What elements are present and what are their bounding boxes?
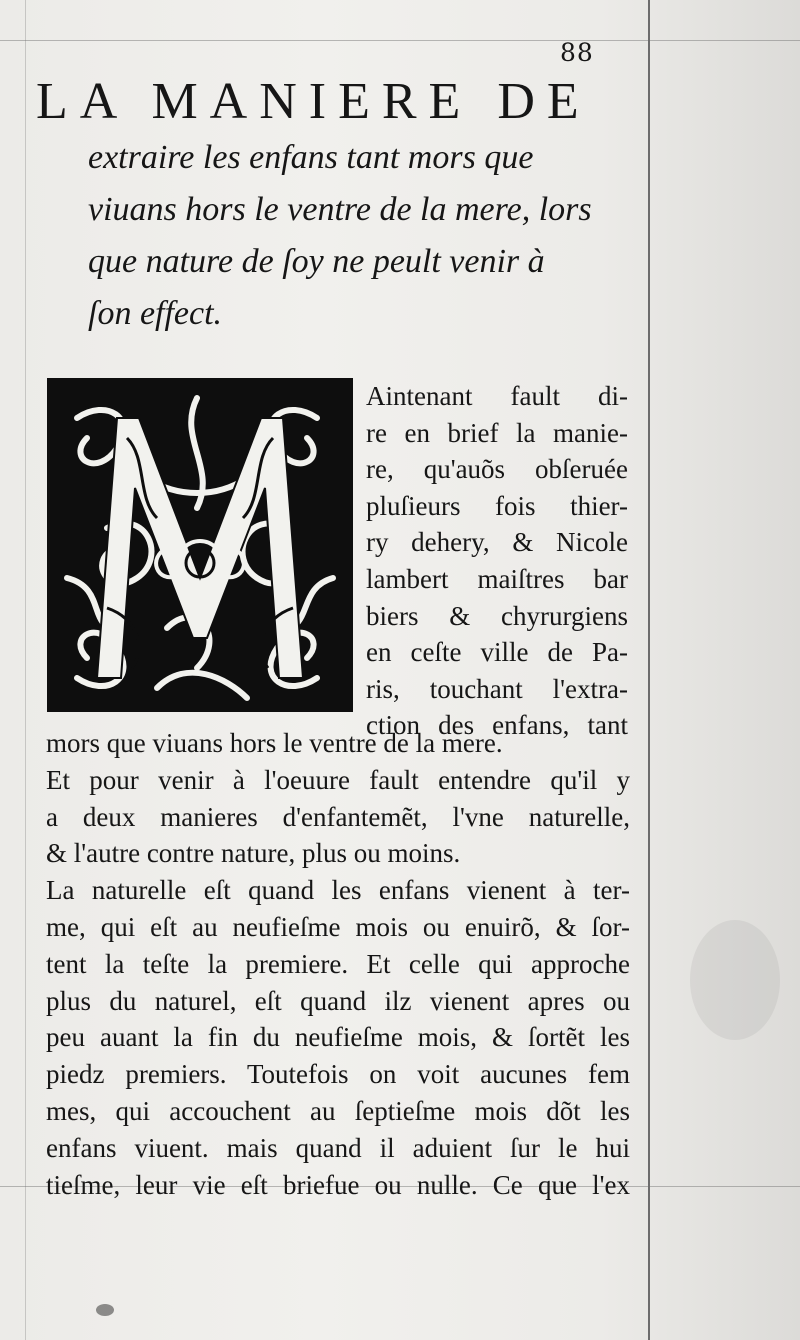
text-line: tieſme, leur vie eſt briefue ou nulle. Ce que l'ex <box>46 1169 630 1200</box>
text-line: ris, touchant l'extra- <box>366 673 628 704</box>
ornament-vine-icon <box>47 378 353 712</box>
text-line: a deux manieres d'enfantemẽt, l'vne naturelle, <box>46 801 630 832</box>
subtitle-line: viuans hors le ventre de la mere, lors <box>88 191 592 228</box>
text-line: re, qu'auõs obſeruée <box>366 454 628 485</box>
text-line: tent la teſte la premiere. Et celle qui approche <box>46 948 630 979</box>
top-rule-line <box>0 40 800 41</box>
margin-line <box>25 0 26 1340</box>
page-edge-line <box>648 0 650 1340</box>
chapter-title: LA MANIERE DE <box>36 73 591 130</box>
text-line: pluſieurs fois thier- <box>366 490 628 521</box>
text-line: ction des enfans, tant <box>366 710 628 741</box>
subtitle-line: que nature de ſoy ne peult venir à <box>88 243 545 280</box>
text-line: Et pour venir à l'oeuure fault entendre qu'il y <box>46 764 630 795</box>
decorated-initial-m <box>47 378 353 712</box>
text-line: lambert maiſtres bar <box>366 563 628 594</box>
subtitle-line: extraire les enfans tant mors que <box>88 139 534 176</box>
text-beside-initial <box>366 378 628 744</box>
text-line: ry dehery, & Nicole <box>366 527 628 558</box>
text-line: peu auant la fin du neufieſme mois, & ſortẽt les <box>46 1022 630 1053</box>
text-line: piedz premiers. Toutefois on voit aucunes fem <box>46 1059 630 1090</box>
text-line: La naturelle eſt quand les enfans vienent à ter- <box>46 875 630 906</box>
text-line: Aintenant fault di- <box>366 381 628 411</box>
chapter-subtitle <box>88 132 628 340</box>
text-line: en ceſte ville de Pa- <box>366 637 628 668</box>
stain-mark <box>96 1304 114 1316</box>
stain-mark <box>690 920 780 1040</box>
body-paragraph <box>46 725 630 1203</box>
text-line: biers & chyrurgiens <box>366 600 628 631</box>
text-line: & l'autre contre nature, plus ou moins. <box>46 838 461 869</box>
text-line: re en brief la manie- <box>366 417 628 448</box>
subtitle-line: ſon effect. <box>88 295 223 332</box>
text-line: mes, qui accouchent au ſeptieſme mois dõt les <box>46 1095 630 1126</box>
text-line: plus du naturel, eſt quand ilz vienent apres ou <box>46 985 630 1016</box>
text-line: enfans viuent. mais quand il aduient ſur le hui <box>46 1132 630 1163</box>
page-number: 88 <box>560 38 594 67</box>
text-line: me, qui eſt au neufieſme mois ou enuirõ, & ſor- <box>46 911 630 942</box>
text-line: mors que viuans hors le ventre de la mere. <box>46 728 503 758</box>
